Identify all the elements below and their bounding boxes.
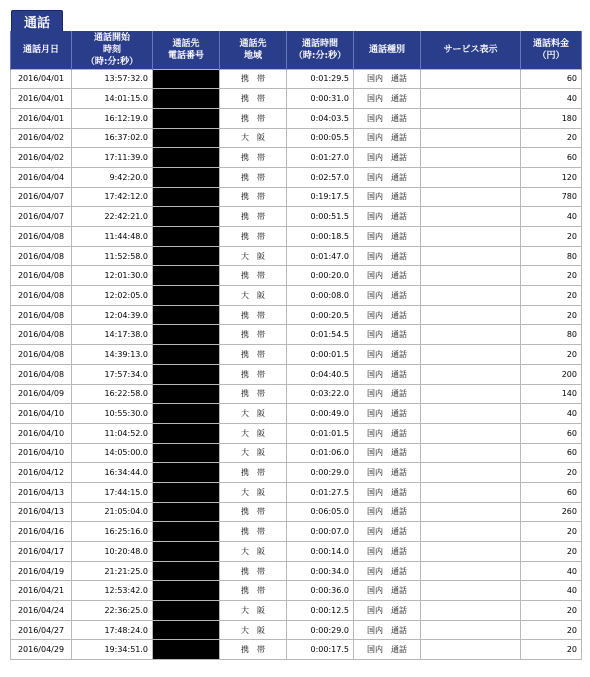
cell-fee: 140 <box>521 384 582 404</box>
cell-date: 2016/04/08 <box>11 345 72 365</box>
cell-fee: 80 <box>521 246 582 266</box>
table-row <box>11 108 582 128</box>
cell-call-type: 国内 通話 <box>354 601 421 621</box>
cell-duration: 0:00:14.0 <box>287 542 354 562</box>
cell-fee: 20 <box>521 128 582 148</box>
table-row <box>11 542 582 562</box>
cell-date: 2016/04/08 <box>11 227 72 247</box>
table-row <box>11 404 582 424</box>
cell-start-time: 9:42:20.0 <box>72 167 153 187</box>
cell-fee: 40 <box>521 581 582 601</box>
cell-service <box>421 325 521 345</box>
cell-area: 大 阪 <box>220 482 287 502</box>
cell-duration: 0:00:29.0 <box>287 463 354 483</box>
cell-duration: 0:00:18.5 <box>287 227 354 247</box>
cell-call-type: 国内 通話 <box>354 187 421 207</box>
cell-call-type: 国内 通話 <box>354 463 421 483</box>
cell-duration: 0:00:36.0 <box>287 581 354 601</box>
table-row <box>11 167 582 187</box>
cell-phone-number-redacted <box>153 522 220 542</box>
cell-start-time: 11:04:52.0 <box>72 423 153 443</box>
cell-area: 携 帯 <box>220 522 287 542</box>
table-row <box>11 227 582 247</box>
cell-area: 携 帯 <box>220 325 287 345</box>
table-row <box>11 463 582 483</box>
cell-start-time: 17:48:24.0 <box>72 620 153 640</box>
col-header-date: 通話月日 <box>11 31 72 69</box>
cell-duration: 0:00:01.5 <box>287 345 354 365</box>
cell-start-time: 22:42:21.0 <box>72 207 153 227</box>
cell-date: 2016/04/01 <box>11 108 72 128</box>
cell-area: 携 帯 <box>220 167 287 187</box>
cell-service <box>421 305 521 325</box>
cell-call-type: 国内 通話 <box>354 542 421 562</box>
cell-duration: 0:01:29.5 <box>287 69 354 89</box>
cell-date: 2016/04/13 <box>11 482 72 502</box>
cell-start-time: 21:21:25.0 <box>72 561 153 581</box>
cell-date: 2016/04/08 <box>11 364 72 384</box>
cell-date: 2016/04/16 <box>11 522 72 542</box>
cell-phone-number-redacted <box>153 364 220 384</box>
cell-call-type: 国内 通話 <box>354 482 421 502</box>
table-row <box>11 601 582 621</box>
cell-start-time: 12:53:42.0 <box>72 581 153 601</box>
cell-phone-number-redacted <box>153 581 220 601</box>
cell-phone-number-redacted <box>153 69 220 89</box>
cell-fee: 20 <box>521 305 582 325</box>
cell-service <box>421 542 521 562</box>
cell-area: 大 阪 <box>220 601 287 621</box>
cell-area: 携 帯 <box>220 364 287 384</box>
cell-start-time: 14:17:38.0 <box>72 325 153 345</box>
col-header-call-type: 通話種別 <box>354 31 421 69</box>
table-row <box>11 502 582 522</box>
cell-fee: 40 <box>521 404 582 424</box>
cell-area: 携 帯 <box>220 148 287 168</box>
cell-date: 2016/04/02 <box>11 128 72 148</box>
cell-area: 携 帯 <box>220 266 287 286</box>
cell-call-type: 国内 通話 <box>354 384 421 404</box>
cell-service <box>421 108 521 128</box>
col-header-service: サービス表示 <box>421 31 521 69</box>
col-header-fee: 通話料金 （円） <box>521 31 582 69</box>
cell-fee: 40 <box>521 561 582 581</box>
cell-duration: 0:01:27.5 <box>287 482 354 502</box>
cell-call-type: 国内 通話 <box>354 561 421 581</box>
cell-phone-number-redacted <box>153 640 220 660</box>
cell-duration: 0:01:01.5 <box>287 423 354 443</box>
cell-service <box>421 345 521 365</box>
table-row <box>11 286 582 306</box>
table-row <box>11 305 582 325</box>
cell-service <box>421 640 521 660</box>
cell-phone-number-redacted <box>153 325 220 345</box>
table-row <box>11 443 582 463</box>
cell-area: 携 帯 <box>220 463 287 483</box>
cell-phone-number-redacted <box>153 167 220 187</box>
cell-area: 大 阪 <box>220 404 287 424</box>
cell-start-time: 17:42:12.0 <box>72 187 153 207</box>
table-row <box>11 325 582 345</box>
cell-duration: 0:00:20.0 <box>287 266 354 286</box>
cell-duration: 0:00:17.5 <box>287 640 354 660</box>
cell-start-time: 13:57:32.0 <box>72 69 153 89</box>
cell-fee: 60 <box>521 148 582 168</box>
cell-start-time: 16:37:02.0 <box>72 128 153 148</box>
cell-fee: 20 <box>521 463 582 483</box>
cell-date: 2016/04/08 <box>11 325 72 345</box>
cell-call-type: 国内 通話 <box>354 207 421 227</box>
cell-area: 大 阪 <box>220 246 287 266</box>
cell-area: 大 阪 <box>220 128 287 148</box>
cell-call-type: 国内 通話 <box>354 522 421 542</box>
cell-date: 2016/04/07 <box>11 207 72 227</box>
cell-duration: 0:19:17.5 <box>287 187 354 207</box>
cell-start-time: 11:52:58.0 <box>72 246 153 266</box>
cell-phone-number-redacted <box>153 345 220 365</box>
cell-date: 2016/04/08 <box>11 305 72 325</box>
cell-date: 2016/04/01 <box>11 69 72 89</box>
cell-duration: 0:01:27.0 <box>287 148 354 168</box>
cell-area: 大 阪 <box>220 423 287 443</box>
cell-start-time: 16:25:16.0 <box>72 522 153 542</box>
cell-duration: 0:00:07.0 <box>287 522 354 542</box>
cell-service <box>421 89 521 109</box>
cell-phone-number-redacted <box>153 108 220 128</box>
cell-area: 携 帯 <box>220 640 287 660</box>
cell-service <box>421 561 521 581</box>
table-row <box>11 69 582 89</box>
cell-call-type: 国内 通話 <box>354 581 421 601</box>
cell-fee: 20 <box>521 286 582 306</box>
table-row <box>11 266 582 286</box>
cell-service <box>421 227 521 247</box>
cell-area: 携 帯 <box>220 207 287 227</box>
cell-area: 携 帯 <box>220 305 287 325</box>
cell-start-time: 19:34:51.0 <box>72 640 153 660</box>
cell-start-time: 21:05:04.0 <box>72 502 153 522</box>
cell-date: 2016/04/09 <box>11 384 72 404</box>
cell-fee: 20 <box>521 345 582 365</box>
cell-duration: 0:02:57.0 <box>287 167 354 187</box>
cell-phone-number-redacted <box>153 207 220 227</box>
cell-start-time: 14:01:15.0 <box>72 89 153 109</box>
cell-phone-number-redacted <box>153 246 220 266</box>
table-row <box>11 561 582 581</box>
cell-phone-number-redacted <box>153 187 220 207</box>
table-row <box>11 522 582 542</box>
cell-service <box>421 187 521 207</box>
cell-date: 2016/04/08 <box>11 286 72 306</box>
cell-start-time: 17:44:15.0 <box>72 482 153 502</box>
cell-fee: 20 <box>521 522 582 542</box>
cell-call-type: 国内 通話 <box>354 443 421 463</box>
cell-area: 携 帯 <box>220 89 287 109</box>
cell-fee: 20 <box>521 620 582 640</box>
cell-call-type: 国内 通話 <box>354 502 421 522</box>
cell-start-time: 14:39:13.0 <box>72 345 153 365</box>
cell-fee: 200 <box>521 364 582 384</box>
call-history-table <box>10 31 582 660</box>
cell-phone-number-redacted <box>153 502 220 522</box>
cell-service <box>421 384 521 404</box>
cell-fee: 20 <box>521 601 582 621</box>
cell-phone-number-redacted <box>153 423 220 443</box>
cell-start-time: 16:34:44.0 <box>72 463 153 483</box>
cell-start-time: 17:57:34.0 <box>72 364 153 384</box>
cell-phone-number-redacted <box>153 148 220 168</box>
cell-phone-number-redacted <box>153 305 220 325</box>
cell-date: 2016/04/08 <box>11 246 72 266</box>
cell-call-type: 国内 通話 <box>354 364 421 384</box>
table-row <box>11 128 582 148</box>
col-header-start-time: 通話開始 時刻 （時:分:秒） <box>72 31 153 69</box>
cell-duration: 0:04:40.5 <box>287 364 354 384</box>
col-header-area: 通話先 地域 <box>220 31 287 69</box>
cell-duration: 0:01:47.0 <box>287 246 354 266</box>
cell-date: 2016/04/02 <box>11 148 72 168</box>
cell-duration: 0:01:54.5 <box>287 325 354 345</box>
cell-date: 2016/04/10 <box>11 404 72 424</box>
cell-call-type: 国内 通話 <box>354 89 421 109</box>
cell-fee: 180 <box>521 108 582 128</box>
cell-service <box>421 620 521 640</box>
cell-phone-number-redacted <box>153 463 220 483</box>
cell-fee: 80 <box>521 325 582 345</box>
cell-phone-number-redacted <box>153 89 220 109</box>
cell-service <box>421 128 521 148</box>
cell-phone-number-redacted <box>153 443 220 463</box>
cell-phone-number-redacted <box>153 542 220 562</box>
cell-start-time: 12:04:39.0 <box>72 305 153 325</box>
cell-duration: 0:00:20.5 <box>287 305 354 325</box>
cell-duration: 0:00:49.0 <box>287 404 354 424</box>
cell-area: 大 阪 <box>220 542 287 562</box>
cell-fee: 20 <box>521 266 582 286</box>
cell-duration: 0:01:06.0 <box>287 443 354 463</box>
cell-start-time: 16:22:58.0 <box>72 384 153 404</box>
tab-calls[interactable]: 通話 <box>11 10 63 32</box>
cell-duration: 0:03:22.0 <box>287 384 354 404</box>
cell-start-time: 10:20:48.0 <box>72 542 153 562</box>
col-header-phone-number: 通話先 電話番号 <box>153 31 220 69</box>
cell-call-type: 国内 通話 <box>354 246 421 266</box>
cell-fee: 40 <box>521 89 582 109</box>
cell-area: 大 阪 <box>220 286 287 306</box>
cell-fee: 60 <box>521 482 582 502</box>
table-row <box>11 364 582 384</box>
cell-phone-number-redacted <box>153 286 220 306</box>
cell-call-type: 国内 通話 <box>354 266 421 286</box>
cell-date: 2016/04/24 <box>11 601 72 621</box>
cell-call-type: 国内 通話 <box>354 404 421 424</box>
cell-service <box>421 423 521 443</box>
cell-date: 2016/04/04 <box>11 167 72 187</box>
cell-area: 携 帯 <box>220 581 287 601</box>
cell-start-time: 22:36:25.0 <box>72 601 153 621</box>
table-row <box>11 482 582 502</box>
cell-call-type: 国内 通話 <box>354 325 421 345</box>
cell-call-type: 国内 通話 <box>354 128 421 148</box>
cell-start-time: 17:11:39.0 <box>72 148 153 168</box>
cell-service <box>421 266 521 286</box>
cell-service <box>421 148 521 168</box>
cell-area: 携 帯 <box>220 502 287 522</box>
cell-service <box>421 581 521 601</box>
cell-service <box>421 404 521 424</box>
cell-date: 2016/04/17 <box>11 542 72 562</box>
cell-service <box>421 69 521 89</box>
cell-phone-number-redacted <box>153 128 220 148</box>
cell-fee: 780 <box>521 187 582 207</box>
cell-date: 2016/04/10 <box>11 443 72 463</box>
cell-call-type: 国内 通話 <box>354 640 421 660</box>
cell-date: 2016/04/13 <box>11 502 72 522</box>
cell-call-type: 国内 通話 <box>354 69 421 89</box>
cell-phone-number-redacted <box>153 384 220 404</box>
cell-service <box>421 601 521 621</box>
cell-service <box>421 167 521 187</box>
table-row <box>11 148 582 168</box>
cell-date: 2016/04/19 <box>11 561 72 581</box>
cell-duration: 0:00:08.0 <box>287 286 354 306</box>
table-row <box>11 423 582 443</box>
cell-call-type: 国内 通話 <box>354 423 421 443</box>
cell-start-time: 10:55:30.0 <box>72 404 153 424</box>
cell-fee: 20 <box>521 640 582 660</box>
cell-duration: 0:00:05.5 <box>287 128 354 148</box>
cell-phone-number-redacted <box>153 620 220 640</box>
cell-service <box>421 522 521 542</box>
table-row <box>11 89 582 109</box>
cell-service <box>421 286 521 306</box>
cell-phone-number-redacted <box>153 404 220 424</box>
cell-duration: 0:00:29.0 <box>287 620 354 640</box>
cell-call-type: 国内 通話 <box>354 305 421 325</box>
cell-date: 2016/04/07 <box>11 187 72 207</box>
cell-start-time: 16:12:19.0 <box>72 108 153 128</box>
cell-fee: 60 <box>521 69 582 89</box>
cell-duration: 0:00:34.0 <box>287 561 354 581</box>
cell-call-type: 国内 通話 <box>354 227 421 247</box>
cell-date: 2016/04/10 <box>11 423 72 443</box>
cell-area: 携 帯 <box>220 384 287 404</box>
cell-service <box>421 443 521 463</box>
cell-start-time: 12:01:30.0 <box>72 266 153 286</box>
table-row <box>11 620 582 640</box>
cell-area: 携 帯 <box>220 227 287 247</box>
cell-fee: 260 <box>521 502 582 522</box>
cell-fee: 20 <box>521 542 582 562</box>
cell-area: 携 帯 <box>220 69 287 89</box>
table-row <box>11 640 582 660</box>
cell-call-type: 国内 通話 <box>354 345 421 365</box>
cell-duration: 0:06:05.0 <box>287 502 354 522</box>
cell-phone-number-redacted <box>153 227 220 247</box>
cell-fee: 60 <box>521 443 582 463</box>
cell-call-type: 国内 通話 <box>354 148 421 168</box>
cell-date: 2016/04/12 <box>11 463 72 483</box>
cell-date: 2016/04/29 <box>11 640 72 660</box>
cell-service <box>421 482 521 502</box>
cell-call-type: 国内 通話 <box>354 286 421 306</box>
cell-service <box>421 207 521 227</box>
cell-phone-number-redacted <box>153 482 220 502</box>
cell-service <box>421 463 521 483</box>
cell-fee: 60 <box>521 423 582 443</box>
cell-call-type: 国内 通話 <box>354 108 421 128</box>
cell-duration: 0:04:03.5 <box>287 108 354 128</box>
cell-start-time: 14:05:00.0 <box>72 443 153 463</box>
cell-area: 携 帯 <box>220 187 287 207</box>
cell-duration: 0:00:12.5 <box>287 601 354 621</box>
cell-start-time: 11:44:48.0 <box>72 227 153 247</box>
table-row <box>11 207 582 227</box>
table-row <box>11 581 582 601</box>
cell-service <box>421 364 521 384</box>
cell-start-time: 12:02:05.0 <box>72 286 153 306</box>
cell-date: 2016/04/08 <box>11 266 72 286</box>
cell-area: 大 阪 <box>220 443 287 463</box>
cell-fee: 120 <box>521 167 582 187</box>
table-row <box>11 384 582 404</box>
col-header-duration: 通話時間 （時:分:秒） <box>287 31 354 69</box>
cell-fee: 20 <box>521 227 582 247</box>
cell-phone-number-redacted <box>153 266 220 286</box>
cell-date: 2016/04/01 <box>11 89 72 109</box>
cell-date: 2016/04/27 <box>11 620 72 640</box>
cell-fee: 40 <box>521 207 582 227</box>
cell-duration: 0:00:31.0 <box>287 89 354 109</box>
table-row <box>11 345 582 365</box>
cell-duration: 0:00:51.5 <box>287 207 354 227</box>
cell-call-type: 国内 通話 <box>354 620 421 640</box>
table-row <box>11 246 582 266</box>
cell-phone-number-redacted <box>153 601 220 621</box>
cell-phone-number-redacted <box>153 561 220 581</box>
cell-area: 携 帯 <box>220 561 287 581</box>
cell-area: 携 帯 <box>220 108 287 128</box>
cell-call-type: 国内 通話 <box>354 167 421 187</box>
cell-service <box>421 246 521 266</box>
cell-date: 2016/04/21 <box>11 581 72 601</box>
table-row <box>11 187 582 207</box>
cell-area: 大 阪 <box>220 620 287 640</box>
table-header-row <box>11 31 582 69</box>
cell-service <box>421 502 521 522</box>
cell-area: 携 帯 <box>220 345 287 365</box>
